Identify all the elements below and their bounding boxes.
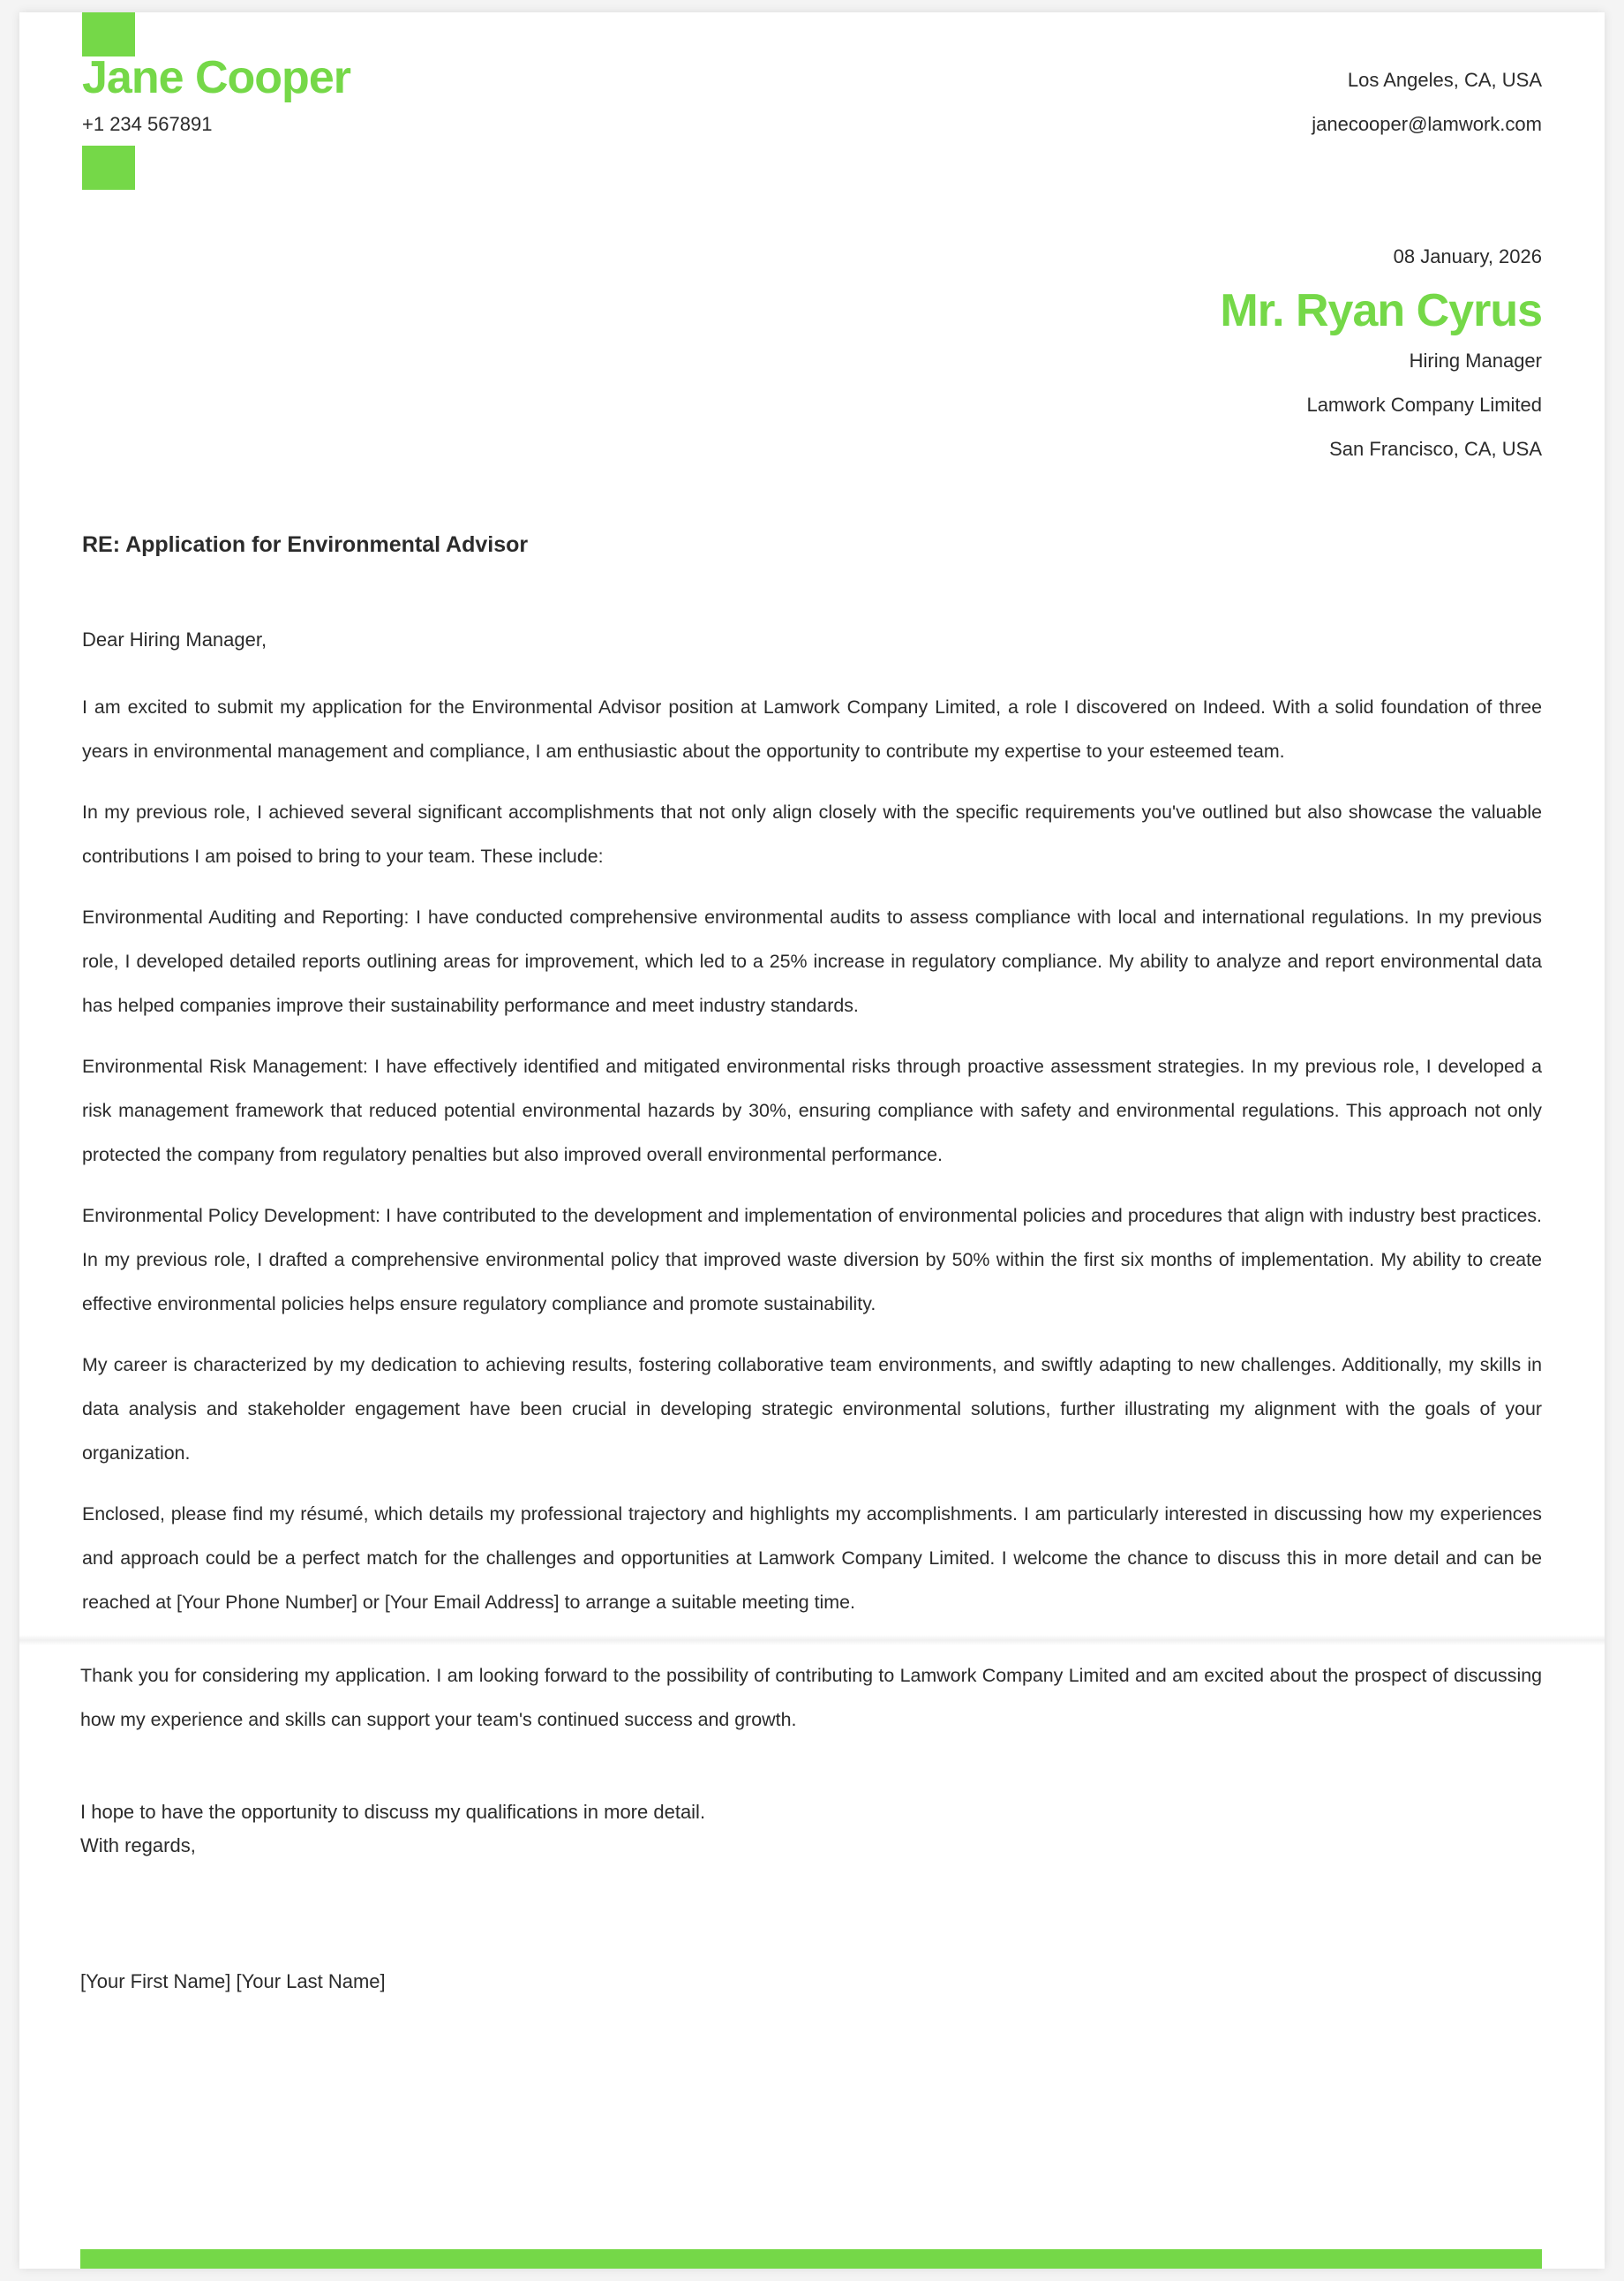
accent-square-bottom: [82, 146, 135, 190]
body-paragraph-policy: Environmental Policy Development: I have contributed to the development and implementation of environmental policies and procedures that align with industry best practices. In my previous role, I drafted a comprehensive environmental policy that improved waste diversion by 50% within the first six months of implementation. My ability to create effective environmental policies helps ensure regulatory compliance and promote sustainability.: [82, 1205, 1542, 1314]
sender-phone: +1 234 567891: [82, 113, 213, 135]
subject-line: RE: Application for Environmental Advisor: [82, 532, 529, 557]
recipient-title: Hiring Manager: [1409, 350, 1542, 372]
valediction: With regards,: [80, 1834, 196, 1856]
body-paragraph-intro: I am excited to submit my application for the Environmental Advisor position at Lamwork Company Limited, a role I discovered on Indeed. With a solid foundation of three years in environmental management and compliance, I am enthusiastic about the opportunity to contribute my expertise to your esteemed team.: [82, 696, 1542, 762]
body-paragraph-accomplishments: In my previous role, I achieved several significant accomplishments that not only align closely with the specific requirements you've outlined but also showcase the valuable contributions I am poised to bring to your team. These include:: [82, 802, 1542, 867]
recipient-location: San Francisco, CA, USA: [1329, 438, 1542, 460]
signature: [Your First Name] [Your Last Name]: [80, 1970, 386, 1992]
sender-name: Jane Cooper: [82, 52, 350, 103]
sender-email: janecooper@lamwork.com: [1312, 113, 1542, 135]
letter-body: [82, 685, 1542, 1641]
body-paragraph-auditing: Environmental Auditing and Reporting: I have conducted comprehensive environmental audits to assess compliance with local and international regulations. In my previous role, I developed detailed reports outlining areas for improvement, which led to a 25% increase in regulatory compliance. My ability to analyze and report environmental data has helped companies improve their sustainability performance and meet industry standards.: [82, 907, 1542, 1016]
closing-section: [80, 1653, 1542, 1742]
closing-line: I hope to have the opportunity to discuss my qualifications in more detail.: [80, 1801, 706, 1823]
page-break: [19, 1635, 1605, 1645]
letter-page: [19, 12, 1605, 2269]
recipient-name: Mr. Ryan Cyrus: [1220, 285, 1542, 336]
salutation: Dear Hiring Manager,: [82, 629, 267, 651]
body-paragraph-career: My career is characterized by my dedication to achieving results, fostering collaborative team environments, and swiftly adapting to new challenges. Additionally, my skills in data analysis and stakeholder engagement have been crucial in developing strategic environmental solutions, further illustrating my alignment with the goals of your organization.: [82, 1354, 1542, 1464]
recipient-company: Lamwork Company Limited: [1306, 394, 1542, 416]
closing-paragraph: Thank you for considering my application. I am looking forward to the possibility of contributing to Lamwork Company Limited and am excited about the prospect of discussing how my experience and skills can support your team's continued success and growth.: [80, 1665, 1542, 1730]
sender-location: Los Angeles, CA, USA: [1347, 69, 1542, 91]
footer-accent-bar: [80, 2249, 1542, 2269]
accent-square-top: [82, 12, 135, 56]
body-paragraph-risk: Environmental Risk Management: I have effectively identified and mitigated environmental risks through proactive assessment strategies. In my previous role, I developed a risk management framework that reduced potential environmental hazards by 30%, ensuring compliance with safety and environmental regulations. This approach not only protected the company from regulatory penalties but also improved overall environmental performance.: [82, 1056, 1542, 1165]
body-paragraph-enclosed: Enclosed, please find my résumé, which details my professional trajectory and highlights my accomplishments. I am particularly interested in discussing how my experiences and approach could be a perfect match for the challenges and opportunities at Lamwork Company Limited. I welcome the chance to discuss this in more detail and can be reached at [Your Phone Number] or [Your Email Address] to arrange a suitable meeting time.: [82, 1503, 1542, 1613]
letter-date: 08 January, 2026: [1393, 245, 1542, 267]
